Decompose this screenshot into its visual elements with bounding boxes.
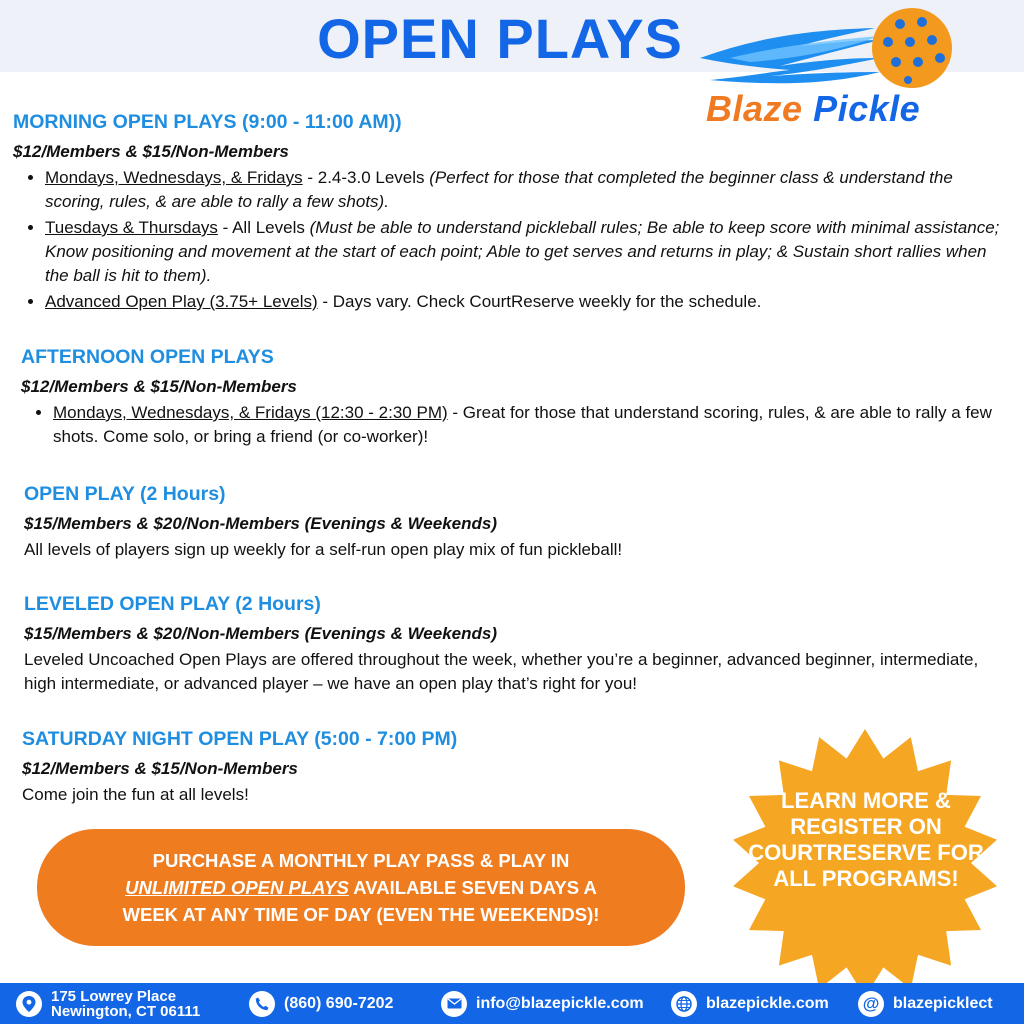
- social-text: blazepicklect: [893, 994, 993, 1012]
- list-item-label: Tuesdays & Thursdays: [45, 218, 218, 237]
- leveled-description: Leveled Uncoached Open Plays are offered throughout the week, whether you’re a beginner, advanced beginner, intermediate, high intermediate, or advanced player – we have an open play that’s right for you!: [24, 650, 979, 693]
- list-item-label: Mondays, Wednesdays, & Fridays: [45, 168, 303, 187]
- list-item: [45, 216, 1003, 288]
- logo-word-pickle: Pickle: [813, 88, 921, 129]
- list-item-note: (Must be able to understand pickleball rules; Be able to keep score with minimal assistance; Know positioning and movement at the start of each point; Able to get serves and returns in play; & Sustain short rallies when the ball is hit to them).: [45, 218, 1000, 285]
- footer-address: [16, 983, 200, 1024]
- address-text: [51, 989, 200, 1019]
- list-item: [53, 401, 1011, 449]
- list-item-label: Mondays, Wednesdays, & Fridays (12:30 - 2:30 PM): [53, 403, 448, 422]
- saturday-price: $12/Members & $15/Non-Members: [22, 759, 298, 778]
- footer-bar: [0, 983, 1024, 1024]
- banner-line-1: PURCHASE A MONTHLY PLAY PASS & PLAY IN: [152, 850, 570, 871]
- logo-word-blaze: Blaze: [706, 88, 803, 129]
- footer-email[interactable]: [441, 983, 644, 1024]
- list-item-text: All Levels: [232, 218, 310, 237]
- banner-line-2: [81, 874, 641, 901]
- footer-social[interactable]: [858, 983, 993, 1024]
- afternoon-heading: AFTERNOON OPEN PLAYS: [21, 346, 274, 368]
- monthly-pass-banner: [37, 829, 685, 946]
- open-play-description: All levels of players sign up weekly for a self-run open play mix of fun pickleball!: [24, 540, 623, 559]
- morning-section: [13, 111, 1003, 316]
- list-item: [45, 166, 1003, 214]
- website-text: blazepickle.com: [706, 994, 829, 1012]
- saturday-description: Come join the fun at all levels!: [22, 785, 249, 804]
- list-item-sep: -: [317, 292, 333, 311]
- open-play-price: $15/Members & $20/Non-Members (Evenings & Weekends): [24, 514, 498, 533]
- morning-list: [13, 166, 1003, 314]
- leveled-price: $15/Members & $20/Non-Members (Evenings & Weekends): [24, 624, 498, 643]
- banner-line-2-rest: AVAILABLE SEVEN DAYS A: [348, 877, 597, 898]
- morning-price: $12/Members & $15/Non-Members: [13, 142, 289, 161]
- leveled-section: [24, 593, 1004, 696]
- saturday-section: [22, 728, 682, 807]
- starburst-text: LEARN MORE & REGISTER ON COURTRESERVE FOR ALL PROGRAMS!: [748, 788, 984, 891]
- afternoon-price: $12/Members & $15/Non-Members: [21, 377, 297, 396]
- afternoon-list: [21, 401, 1011, 449]
- pickleball-icon: [872, 8, 952, 88]
- phone-icon: [249, 991, 275, 1017]
- list-item-text: Great for those that understand scoring, rules, & are able to rally a few shots. Come solo, or bring a friend (or co-worker)!: [53, 403, 992, 446]
- globe-icon: [671, 991, 697, 1017]
- email-text: info@blazepickle.com: [476, 994, 644, 1012]
- location-pin-icon: [16, 991, 42, 1017]
- list-item-text: 2.4-3.0 Levels: [317, 168, 430, 187]
- banner-underlined: UNLIMITED OPEN PLAYS: [125, 877, 349, 898]
- list-item-note: (Perfect for those that completed the beginner class & understand the scoring, rules, & are able to rally a few shots).: [45, 168, 953, 211]
- saturday-heading: SATURDAY NIGHT OPEN PLAY (5:00 - 7:00 PM): [22, 728, 458, 750]
- list-item: [45, 290, 1003, 314]
- phone-text: (860) 690-7202: [284, 994, 394, 1012]
- list-item-label: Advanced Open Play (3.75+ Levels): [45, 292, 318, 311]
- address-line-2: Newington, CT 06111: [51, 1002, 201, 1020]
- leveled-heading: LEVELED OPEN PLAY (2 Hours): [24, 593, 321, 615]
- footer-phone[interactable]: [249, 983, 393, 1024]
- banner-line-3: WEEK AT ANY TIME OF DAY (EVEN THE WEEKENDS)!: [122, 904, 600, 925]
- footer-website[interactable]: [671, 983, 829, 1024]
- list-item-sep: -: [302, 168, 318, 187]
- open-play-heading: OPEN PLAY (2 Hours): [24, 483, 226, 505]
- address-line-1: 175 Lowrey Place: [51, 987, 177, 1005]
- list-item-sep: -: [447, 403, 463, 422]
- flame-icon: [700, 28, 880, 83]
- afternoon-section: [21, 346, 1011, 451]
- page-title: OPEN PLAYS: [317, 7, 683, 70]
- email-icon: [441, 991, 467, 1017]
- list-item-text: Days vary. Check CourtReserve weekly for the schedule.: [332, 292, 762, 311]
- morning-heading: MORNING OPEN PLAYS (9:00 - 11:00 AM)): [13, 111, 402, 133]
- open-play-section: [24, 483, 1004, 562]
- list-item-sep: -: [217, 218, 233, 237]
- at-sign-icon: @: [858, 991, 884, 1017]
